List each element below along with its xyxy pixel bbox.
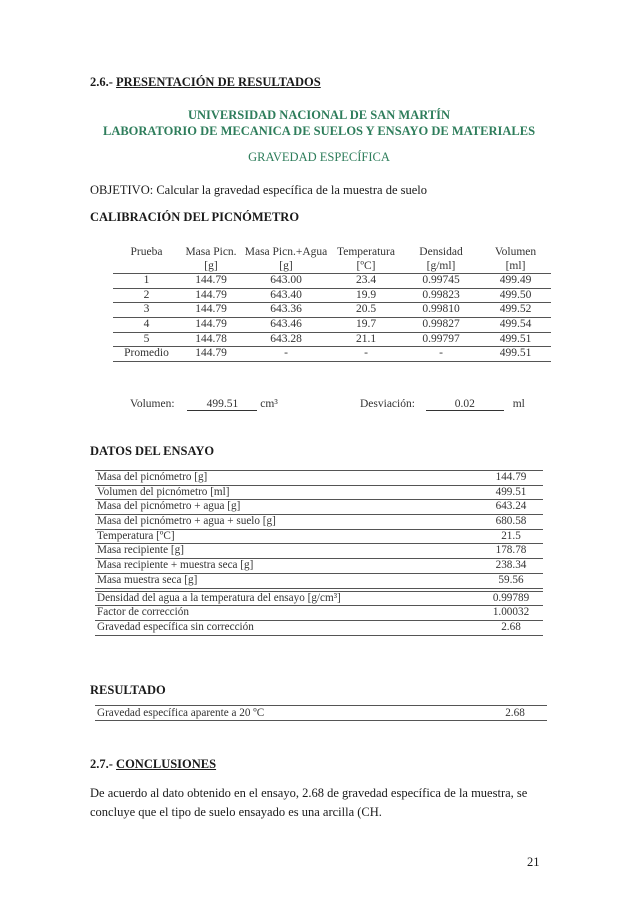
cell: 144.79 — [195, 288, 227, 301]
table-row — [113, 333, 551, 348]
header-unit: [ºC] — [356, 260, 376, 272]
cell: 144.79 — [195, 318, 227, 331]
table-row — [95, 470, 543, 486]
row-value: 1.00032 — [492, 606, 530, 619]
deviation-unit: ml — [512, 398, 525, 410]
deviation-value: 0.02 — [426, 398, 504, 411]
volume-unit: cm³ — [260, 398, 278, 410]
header-unit: [g] — [204, 260, 218, 272]
row-label: Masa del picnómetro [g] — [97, 471, 208, 483]
university-name: UNIVERSIDAD NACIONAL DE SAN MARTÍN — [187, 108, 451, 122]
result-label: Gravedad específica aparente a 20 ºC — [97, 707, 265, 719]
row-value: 2.68 — [501, 620, 521, 633]
table-row — [113, 289, 551, 304]
row-label: Masa recipiente + muestra seca [g] — [97, 559, 254, 572]
page-number: 21 — [527, 855, 540, 869]
test-data-title: DATOS DEL ENSAYO — [90, 444, 215, 458]
table-row — [95, 500, 543, 515]
deviation-summary — [360, 398, 525, 411]
cell: 499.52 — [499, 303, 532, 316]
row-label: Gravedad específica sin corrección — [97, 620, 254, 633]
cell: 499.54 — [499, 318, 532, 331]
section-heading-26 — [90, 75, 321, 90]
cell: 643.40 — [270, 288, 302, 301]
row-label: Masa muestra seca [g] — [97, 573, 198, 586]
header-cell: Prueba — [130, 246, 163, 258]
table-row — [95, 559, 543, 574]
section-title: PRESENTACIÓN DE RESULTADOS — [116, 75, 321, 89]
conclusion-text: De acuerdo al dato obtenido en el ensayo, 2.68 de gravedad específica de la muestra, se concluye que el tipo de suelo ensayado es una arcilla (CH. — [90, 786, 528, 819]
volume-summary — [130, 398, 278, 411]
header-unit: [g/ml] — [426, 260, 456, 272]
row-label: Masa del picnómetro + agua + suelo [g] — [97, 515, 276, 528]
row-value: 643.24 — [495, 500, 527, 513]
row-value: 144.79 — [495, 471, 527, 483]
row-value: 59.56 — [498, 573, 524, 586]
volume-label: Volumen: — [130, 398, 175, 410]
cell: 499.51 — [499, 332, 532, 345]
cell: 23.4 — [355, 274, 377, 286]
cell: 144.79 — [195, 347, 227, 360]
average-row — [113, 347, 551, 362]
table-row — [95, 621, 543, 636]
section-heading-27 — [90, 757, 216, 772]
table-row — [95, 486, 543, 501]
calibration-table-header — [113, 245, 551, 274]
cell: - — [284, 347, 288, 360]
cell: 643.00 — [270, 274, 302, 286]
section-number: 2.6.- — [90, 75, 113, 89]
cell: 4 — [143, 318, 150, 331]
cell: 499.51 — [499, 347, 532, 360]
cell: 0.99797 — [422, 332, 460, 345]
row-label: Masa del picnómetro + agua [g] — [97, 500, 241, 513]
volume-value: 499.51 — [187, 398, 257, 411]
table-row — [113, 274, 551, 289]
cell: 643.28 — [270, 332, 302, 345]
calibration-title: CALIBRACIÓN DEL PICNÓMETRO — [90, 210, 300, 224]
cell: 144.79 — [195, 274, 227, 286]
cell: 643.46 — [270, 318, 302, 331]
result-row — [95, 705, 547, 721]
table-row — [95, 515, 543, 530]
header-cell: Masa Picn.+Agua — [244, 246, 328, 258]
header-unit: [ml] — [505, 260, 526, 272]
section-number: 2.7.- — [90, 757, 113, 771]
cell: 499.49 — [499, 274, 532, 286]
result-title: RESULTADO — [90, 683, 166, 697]
cell: - — [439, 347, 443, 360]
cell: 19.7 — [355, 318, 377, 331]
cell: 0.99745 — [422, 274, 460, 286]
subject-title: GRAVEDAD ESPECÍFICA — [248, 150, 390, 164]
test-data-table — [95, 470, 543, 636]
cell: 0.99810 — [422, 303, 460, 316]
row-value: 499.51 — [495, 485, 527, 498]
row-value: 238.34 — [495, 559, 527, 572]
row-label: Masa recipiente [g] — [97, 544, 184, 557]
cell: Promedio — [124, 347, 169, 360]
header-cell: Densidad — [419, 246, 463, 258]
cell: 3 — [143, 303, 150, 316]
cell: 0.99827 — [422, 318, 460, 331]
row-value: 680.58 — [495, 515, 527, 528]
cell: 21.1 — [355, 332, 377, 345]
cell: 1 — [143, 274, 150, 286]
table-row — [113, 318, 551, 333]
cell: 499.50 — [499, 288, 532, 301]
objective-text: OBJETIVO: Calcular la gravedad específica de la muestra de suelo — [90, 183, 428, 197]
row-value: 0.99789 — [492, 591, 530, 604]
cell: 144.79 — [195, 303, 227, 316]
header-cell: Masa Picn. — [185, 246, 237, 258]
header-unit — [113, 259, 180, 273]
cell: 0.99823 — [422, 288, 460, 301]
row-label: Volumen del picnómetro [ml] — [97, 485, 230, 498]
row-label: Factor de corrección — [97, 606, 189, 619]
cell: - — [364, 347, 368, 360]
cell: 2 — [143, 288, 150, 301]
table-row — [113, 303, 551, 318]
header-cell: Volumen — [494, 246, 537, 258]
row-value: 178.78 — [495, 544, 527, 557]
header-unit: [g] — [279, 260, 293, 272]
lab-name: LABORATORIO DE MECANICA DE SUELOS Y ENSAYO DE MATERIALES — [102, 124, 536, 138]
table-row — [95, 544, 543, 559]
calibration-table — [113, 245, 551, 362]
table-row — [95, 591, 543, 607]
cell: 5 — [143, 332, 150, 345]
row-label: Densidad del agua a la temperatura del ensayo [g/cm³] — [97, 591, 341, 604]
table-row — [95, 530, 543, 545]
header-cell: Temperatura — [337, 246, 395, 258]
section-title: CONCLUSIONES — [116, 757, 217, 771]
cell: 643.36 — [270, 303, 302, 316]
row-value: 21.5 — [501, 529, 521, 542]
cell: 20.5 — [355, 303, 377, 316]
table-row — [95, 606, 543, 621]
deviation-label: Desviación: — [360, 398, 415, 410]
cell: 144.78 — [195, 332, 227, 345]
table-row — [95, 574, 543, 589]
result-value: 2.68 — [505, 707, 525, 719]
cell: 19.9 — [355, 288, 377, 301]
row-label: Temperatura [ºC] — [97, 529, 175, 542]
